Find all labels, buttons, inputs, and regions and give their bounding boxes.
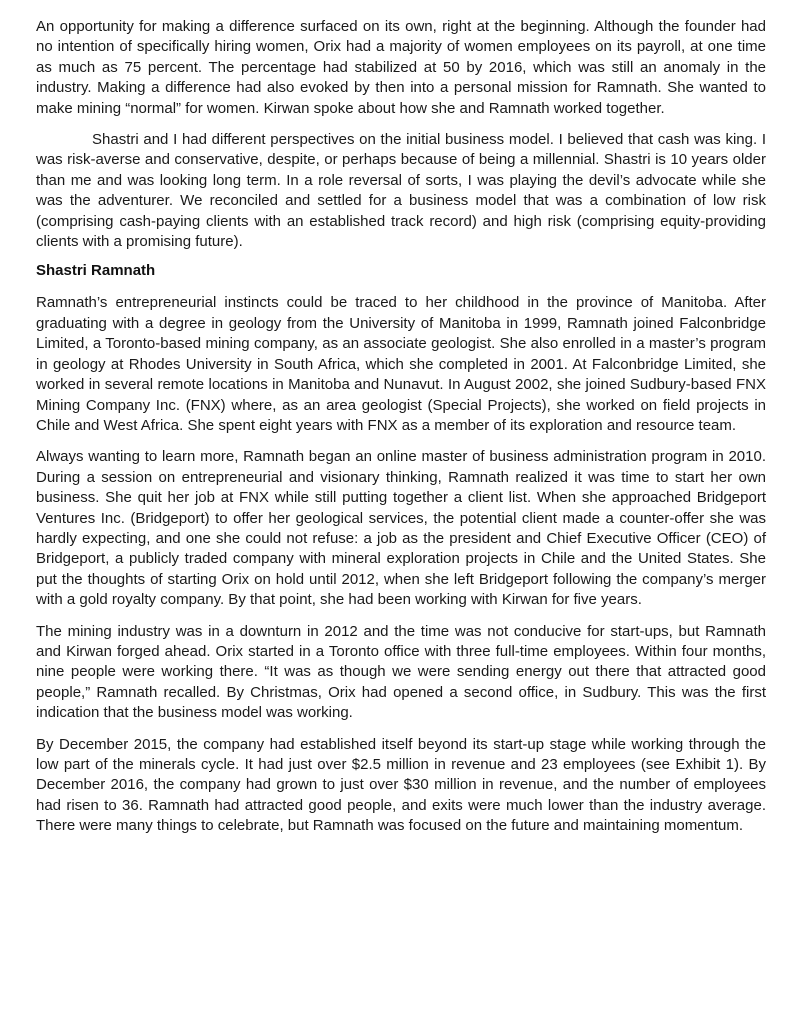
document-page <box>36 17 766 848</box>
section-heading: Shastri Ramnath <box>36 262 156 280</box>
paragraph-background: Ramnath’s entrepreneurial instincts could be traced to her childhood in the province of Manitoba. After graduating with a degree in geology from the University of Manitoba in 1999, Ramnath joined Falconbridge Limited, a Toronto-based mining company, as an associate geologist. She also enrolled in a master’s program in geology at Rhodes University in South Africa, which she completed in 2001. At Falconbridge Limited, she worked in several remote locations in Manitoba and Nunavut. In August 2002, she joined Sudbury-based FNX Mining Company Inc. (FNX) where, as an area geologist (Special Projects), she worked on field projects in Chile and West Africa. She spent eight years with FNX as a member of its exploration and resource team. <box>36 294 766 434</box>
paragraph-mba: Always wanting to learn more, Ramnath began an online master of business administration program in 2010. During a session on entrepreneurial and visionary thinking, Ramnath realized it was time to start her own business. She quit her job at FNX while still putting together a client list. When she approached Bridgeport Ventures Inc. (Bridgeport) to offer her geological services, the potential client made a counter-offer she was hardly expecting, and one she could not refuse: a job as the president and Chief Executive Officer (CEO) of Bridgeport, a publicly traded company with mineral exploration projects in Chile and the United States. She put the thoughts of starting Orix on hold until 2012, when she left Bridgeport following the company’s merger with a gold royalty company. By that point, she had been working with Kirwan for five years. <box>36 448 766 609</box>
paragraph-growth: By December 2015, the company had established itself beyond its start-up stage while working through the low part of the minerals cycle. It had just over $2.5 million in revenue and 23 employees (see Exhibit 1). By December 2016, the company had grown to just over $30 million in revenue, and the number of employees had risen to 36. Ramnath had attracted good people, and exits were much lower than the industry average. There were many things to celebrate, but Ramnath was focused on the future and maintaining momentum. <box>36 735 766 835</box>
paragraph-startup: The mining industry was in a downturn in 2012 and the time was not conducive for start-ups, but Ramnath and Kirwan forged ahead. Orix started in a Toronto office with three full-time employees. Within four months, nine people were working there. “It was as though we were sending energy out there that attracted good people,” Ramnath recalled. By Christmas, Orix had opened a second office, in Sudbury. This was the first indication that the business model was working. <box>36 622 766 722</box>
paragraph-intro: An opportunity for making a difference surfaced on its own, right at the beginning. Although the founder had no intention of specifically hiring women, Orix had a majority of women employees on its payroll, at one time as much as 75 percent. The percentage had stabilized at 50 by 2016, which was still an anomaly in the industry. Making a difference had also evoked by then into a personal mission for Ramnath. She wanted to make mining “normal” for women. Kirwan spoke about how she and Ramnath worked together. <box>36 18 766 117</box>
quote-kirwan: Shastri and I had different perspectives on the initial business model. I believed that cash was king. I was risk-averse and conservative, despite, or perhaps because of being a millennial. Shastri is 10 years older than me and was looking long term. In a role reversal of sorts, I was playing the devil’s advocate while she was the adventurer. We reconciled and settled for a business model that was a combination of low risk (comprising cash-paying clients with an established track record) and high risk (comprising equity-providing clients with a promising future). <box>36 131 766 251</box>
